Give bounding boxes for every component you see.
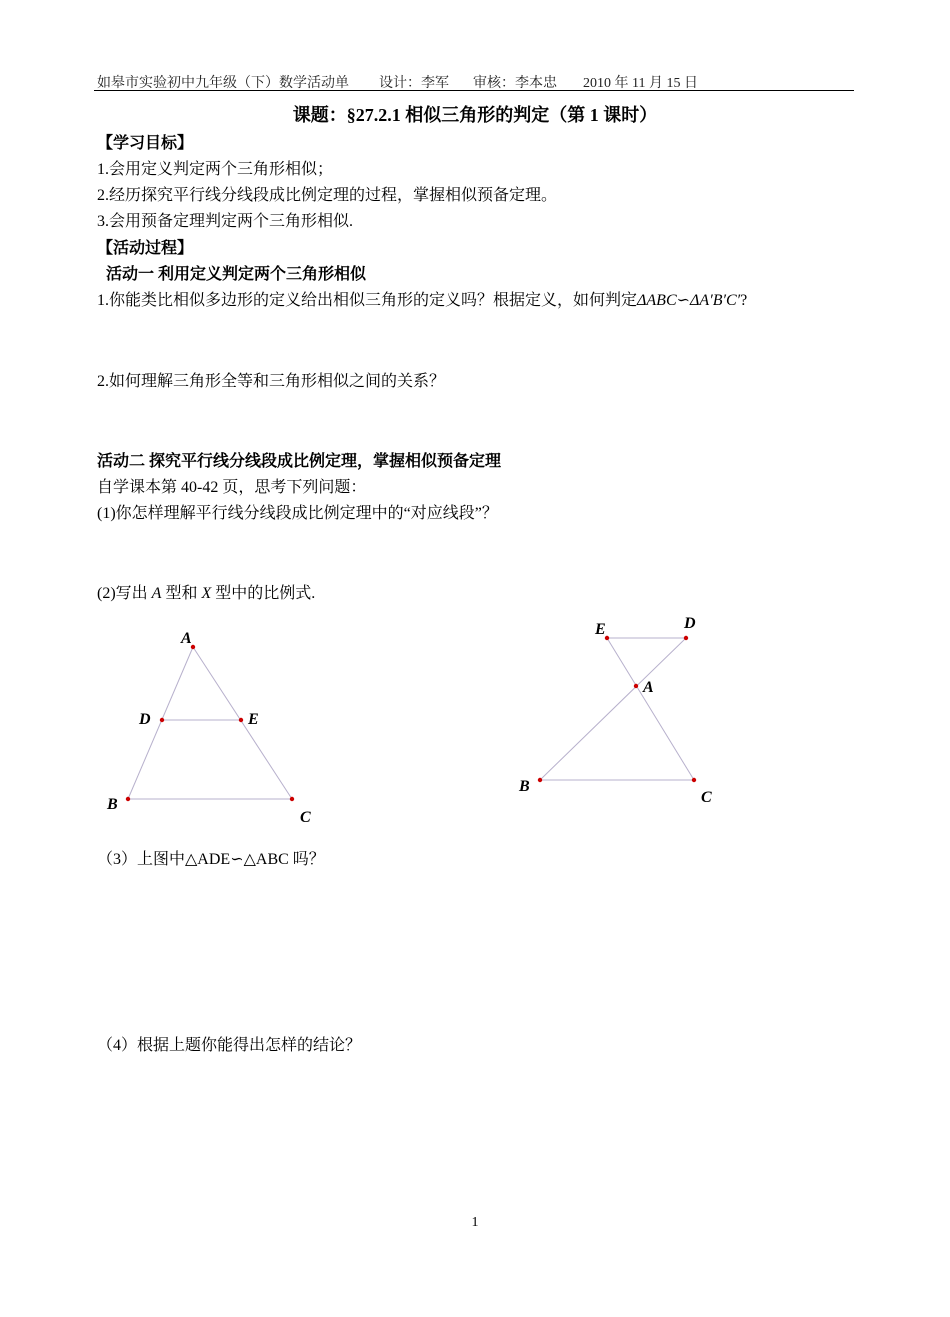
process-heading: 【活动过程】 [97,240,194,257]
goal-item-1: 1.会用定义判定两个三角形相似； [97,161,334,178]
activity1-q1-text: 1.你能类比相似多边形的定义给出相似三角形的定义吗？根据定义，如何判定 [97,292,638,309]
label-B: B [107,796,118,813]
activity1-question-2: 2.如何理解三角形全等和三角形相似之间的关系？ [97,373,446,390]
label-D: D [684,615,696,632]
point-D [160,718,164,722]
label-E: E [595,621,606,638]
figure-x-type [518,615,712,806]
segment-AB [128,647,193,799]
label-B: B [519,778,530,795]
header-date: 2010 年 11 月 15 日 [583,76,698,91]
activity2-question-3: （3）上图中△ADE∽△ABC 吗？ [97,851,325,868]
page-number: 1 [471,1215,479,1230]
activity2-question-4: （4）根据上题你能得出怎样的结论？ [97,1037,362,1054]
point-A [634,684,638,688]
segment-DB [540,638,686,780]
page-title: 课题：§27.2.1 相似三角形的判定（第 1 课时） [292,105,658,125]
q2-text-c: 型中的比例式. [211,585,316,602]
header-org: 如皋市实验初中九年级（下）数学活动单 [97,76,349,91]
figure-a-type [106,630,311,826]
point-B [538,778,542,782]
activity1-q1-math: ΔABC∽ΔA′B′C′ [637,292,741,309]
point-C [692,778,696,782]
q2-text-b: 型和 [161,585,202,602]
label-C: C [701,789,712,806]
label-A: A [643,679,654,696]
activity2-intro: 自学课本第 40-42 页，思考下列问题： [97,479,367,496]
activity2-question-1: (1)你怎样理解平行线分线段成比例定理中的“对应线段”？ [97,505,498,522]
q2-a-type: A [151,585,162,602]
activity1-title: 活动一 利用定义判定两个三角形相似 [106,266,367,283]
point-E [239,718,243,722]
q2-x-type: X [201,585,212,602]
point-D [684,636,688,640]
goals-heading: 【学习目标】 [97,135,194,152]
goal-item-3: 3.会用预备定理判定两个三角形相似. [97,213,354,230]
q2-text-a: (2)写出 [97,585,152,602]
segment-AC [193,647,292,799]
label-A: A [181,630,192,647]
goal-item-2: 2.经历探究平行线分线段成比例定理的过程，掌握相似预备定理。 [97,187,558,204]
label-C: C [300,809,311,826]
label-E: E [248,711,259,728]
point-C [290,797,294,801]
activity2-title: 活动二 探究平行线分线段成比例定理，掌握相似预备定理 [97,453,502,470]
activity1-q1-end: ? [740,292,748,309]
point-B [126,797,130,801]
header-design: 设计：李军 [379,76,449,91]
header-review: 审核：李本忠 [473,76,557,91]
segment-EC [607,638,694,780]
label-D: D [139,711,151,728]
